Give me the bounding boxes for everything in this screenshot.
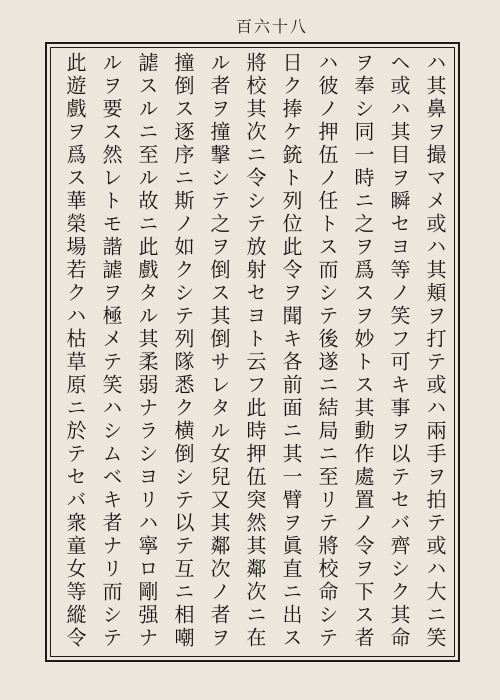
text-column-1: ハ其鼻ヲ撮マメ或ハ其頬ヲ打テ或ハ兩手ヲ拍テ或ハ大ニ笑	[423, 52, 447, 650]
page-number: 百六十八	[236, 17, 309, 36]
text-column-8: 撞倒ス逐序ニ斯ノ如クシテ列隊悉ク横倒シテ以テ互ニ相嘲	[171, 52, 195, 650]
text-column-7: ル者ヲ撞撃シテ之ヲ倒ス其倒サレタル女兒又其鄰次ノ者ヲ	[207, 52, 231, 650]
text-column-11: 此遊戲ヲ爲ス華榮場若クハ枯草原ニ於テセバ衆童女等縱令	[63, 52, 87, 650]
text-column-3: ヲ奉シ同一時ニ之ヲ爲スヲ妙トス其動作處置ノ令ヲ下ス者	[351, 52, 375, 650]
text-column-4: ハ彼ノ押伍ノ任トス而シテ後遂ニ結局ニ至リテ將校命シテ	[315, 52, 339, 650]
text-column-5: 日ク捧ケ銃ト列位此令ヲ聞キ各前面ニ其一臂ヲ眞直ニ出ス	[279, 52, 303, 650]
vertical-text-block	[58, 52, 450, 652]
text-column-6: 將校其次ニ令シテ放射セヨト云フ此時押伍突然其鄰次ニ在	[243, 52, 267, 650]
text-column-10: ルヲ要ス然レトモ諧謔ヲ極メテ笑ハシムベキ者ナリ而シテ	[99, 52, 123, 650]
text-column-9: 謔スルニ至ル故ニ此戲タル其柔弱ナラシヨリハ寧ロ剛强ナ	[135, 52, 159, 650]
text-column-2: ヘ或ハ其目ヲ瞬セヨ等ノ笑フ可キ事ヲ以テセバ齊シク其命	[387, 52, 411, 650]
